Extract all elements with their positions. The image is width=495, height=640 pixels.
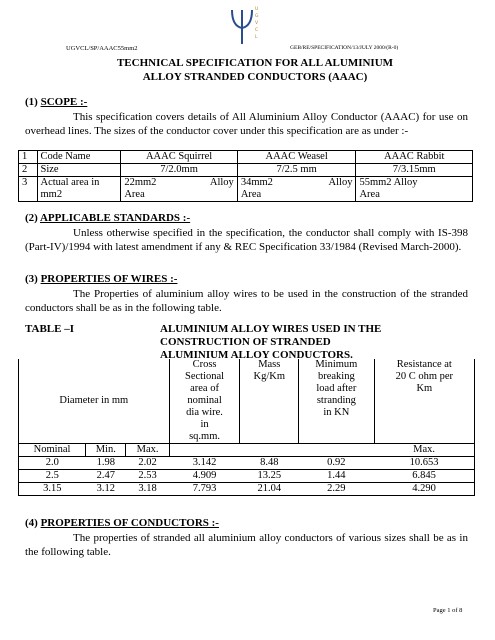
svg-text:L: L bbox=[255, 35, 258, 40]
conductors-text: The properties of stranded all aluminium alloy conductors of various sizes shall be as in the following table. bbox=[25, 532, 468, 558]
scope-heading: (1) SCOPE :- bbox=[25, 96, 88, 108]
table-row: 2.5 2.47 2.53 4.909 13.25 1.44 6.845 bbox=[19, 470, 475, 483]
svg-text:C: C bbox=[255, 28, 259, 33]
table-row: 3.15 3.12 3.18 7.793 21.04 2.29 4.290 bbox=[19, 483, 475, 496]
scope-text: This specification covers details of All Aluminium Alloy Conductor (AAAC) for use on overhead lines. The sizes of the conductor cover under this specification are as under :- bbox=[25, 111, 468, 137]
standards-text: Unless otherwise specified in the specification, the conductor shall comply with IS-398 (Part-IV)/1994 with latest amendment if any & REC Specification 33/1984 (Revised March-2000). bbox=[25, 227, 468, 253]
standards-heading: (2) APPLICABLE STANDARDS :- bbox=[25, 212, 191, 224]
table-label: TABLE –I bbox=[25, 323, 75, 335]
header-spec-ref: GEB/RE/SPECIFICATION/13/JULY 2000/(R-0) bbox=[290, 45, 399, 51]
table-subheader-row: Nominal Min. Max. Max. bbox=[19, 444, 475, 457]
wire-properties-table: Diameter in mm Cross Mass Minimum Resistance at Sectional Kg/Km breaking 20 C ohm per area of load after Km nominal stranding dia wire. in KN in sq.mm. Nominal Min. Max. Max. 2.0 1.98 2.02 3.142 8.48 0.92 10.653 2.5 2.47 2.53 4.909 13.25 1.44 6.845 3.15 3.12 3.18 7.793 21.04 2.29 4.290 bbox=[18, 359, 475, 496]
document-title bbox=[60, 56, 450, 84]
page-number: Page 1 of 8 bbox=[433, 607, 463, 614]
svg-text:U: U bbox=[255, 7, 259, 12]
table-row: 1 Code Name AAAC Squirrel AAAC Weasel AAAC Rabbit bbox=[19, 151, 473, 164]
title-line-2: ALLOY STRANDED CONDUCTORS (AAAC) bbox=[142, 71, 368, 83]
diameter-header: Diameter in mm bbox=[19, 359, 170, 444]
wires-text: The Properties of aluminium alloy wires to be used in the construction of the stranded conductors shall be as in the following table. bbox=[25, 288, 468, 314]
table-row: 2 Size 7/2.0mm 7/2.5 mm 7/3.15mm bbox=[19, 164, 473, 177]
conductors-heading: (4) PROPERTIES OF CONDUCTORS :- bbox=[25, 517, 219, 529]
company-logo bbox=[228, 4, 260, 48]
wires-heading: (3) PROPERTIES OF WIRES :- bbox=[25, 273, 178, 285]
table-row: 2.0 1.98 2.02 3.142 8.48 0.92 10.653 bbox=[19, 457, 475, 470]
title-line-1: TECHNICAL SPECIFICATION FOR ALL ALUMINIUM bbox=[116, 57, 394, 69]
table-header-row: Diameter in mm Cross Mass Minimum Resistance at bbox=[19, 359, 475, 371]
table-row: 3 Actual area in mm2 22mm2 Alloy Area 34mm2 Alloy Area 55mm2 Alloy Area bbox=[19, 177, 473, 202]
table-caption: ALUMINIUM ALLOY WIRES USED IN THE CONSTRUCTION OF STRANDED ALUMINIUM ALLOY CONDUCTORS. bbox=[160, 323, 382, 361]
conductor-size-table bbox=[18, 150, 473, 202]
svg-text:G: G bbox=[255, 14, 259, 19]
svg-text:V: V bbox=[255, 21, 259, 26]
header-doc-code: UGVCL/SP/AAAC55mm2 bbox=[66, 45, 138, 52]
